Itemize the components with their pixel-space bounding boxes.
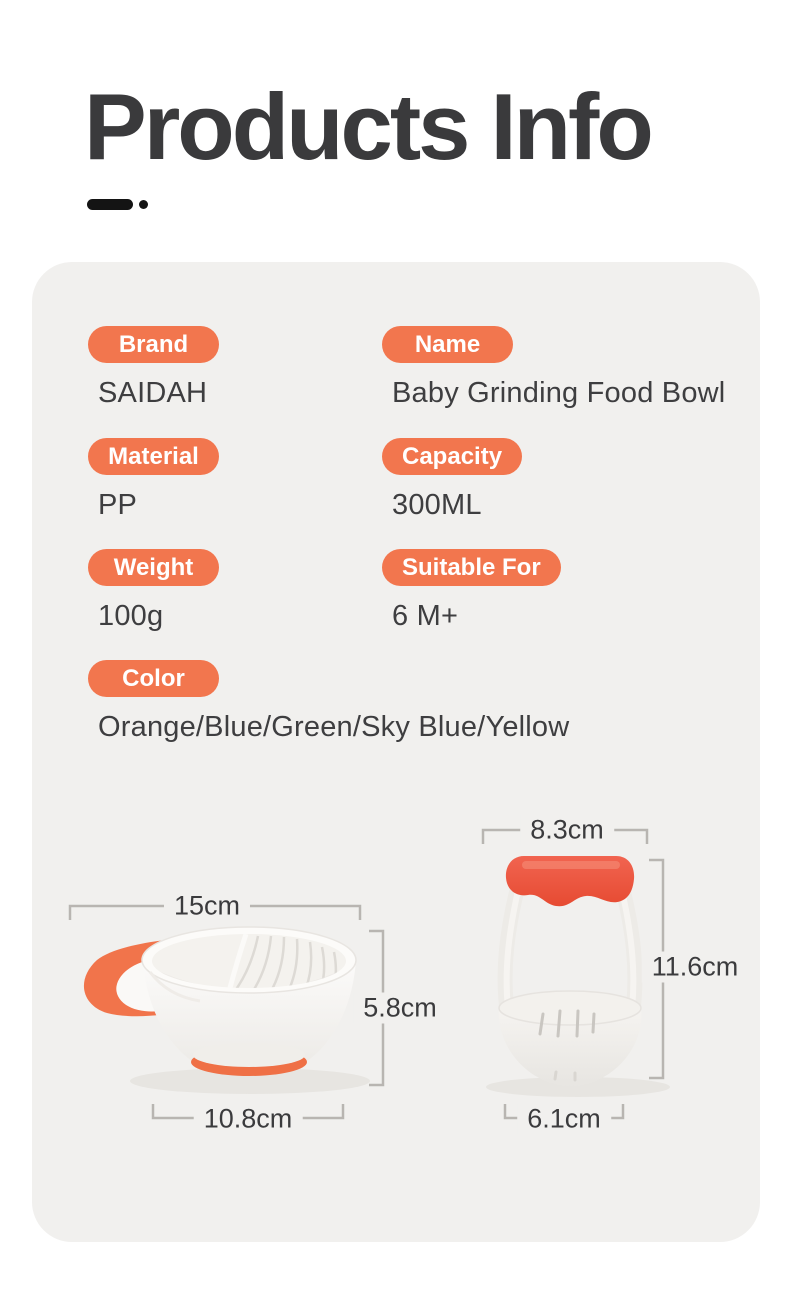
spec-value: PP	[98, 489, 138, 521]
spec-item-weight	[88, 549, 219, 633]
spec-value: 300ML	[392, 489, 482, 521]
title-underline-dash	[87, 199, 133, 210]
spec-value: 6 M+	[392, 600, 459, 632]
spec-label-pill: Capacity	[382, 438, 522, 475]
dim-label-masher-height: 11.6cm	[642, 952, 749, 983]
spec-value: Orange/Blue/Green/Sky Blue/Yellow	[98, 711, 570, 743]
spec-label-pill: Name	[382, 326, 513, 363]
spec-item-capacity	[382, 438, 522, 522]
title-underline-dot	[139, 200, 148, 209]
spec-label-pill: Material	[88, 438, 219, 475]
spec-item-name	[382, 326, 725, 410]
spec-label-pill: Weight	[88, 549, 219, 586]
dim-label-bowl-bottom-width: 10.8cm	[194, 1104, 303, 1135]
page-title: Products Info	[84, 74, 651, 179]
spec-label-pill: Color	[88, 660, 219, 697]
dim-label-masher-bottom-width: 6.1cm	[517, 1104, 611, 1135]
spec-value: 100g	[98, 600, 164, 632]
dim-label-bowl-top-width: 15cm	[164, 891, 250, 922]
spec-value: Baby Grinding Food Bowl	[392, 377, 726, 409]
info-card	[32, 262, 760, 1242]
dim-label-masher-top-width: 8.3cm	[520, 815, 614, 846]
spec-item-brand	[88, 326, 219, 410]
dim-label-bowl-height: 5.8cm	[353, 993, 447, 1024]
spec-label-pill: Suitable For	[382, 549, 561, 586]
spec-value: SAIDAH	[98, 377, 208, 409]
spec-item-material	[88, 438, 219, 522]
spec-item-suitable-for	[382, 549, 561, 633]
spec-item-color	[88, 660, 569, 744]
spec-label-pill: Brand	[88, 326, 219, 363]
